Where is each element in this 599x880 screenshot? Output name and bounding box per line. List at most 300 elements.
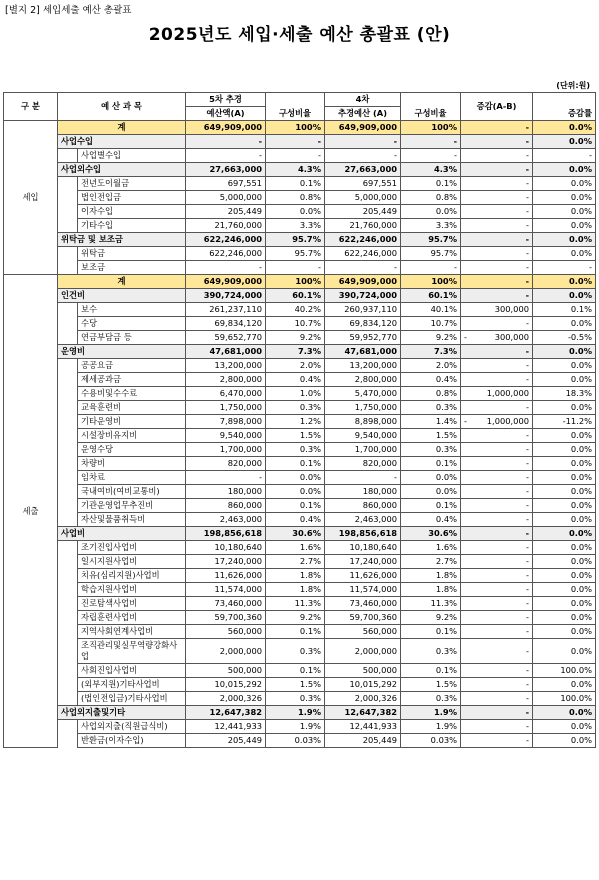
amount-b: 649,909,000 <box>325 275 401 289</box>
amount-b: 17,240,000 <box>325 555 401 569</box>
table-row <box>4 569 596 583</box>
amount-b: 622,246,000 <box>325 233 401 247</box>
ratio-b: 30.6% <box>401 527 461 541</box>
table-row <box>4 513 596 527</box>
diff-amount: - <box>461 720 533 734</box>
category-row <box>4 163 596 177</box>
diff-amount: - <box>461 289 533 303</box>
ratio-b: 7.3% <box>401 345 461 359</box>
header-diff-rate: 증감률 <box>533 93 596 121</box>
indent-cell <box>58 387 78 401</box>
diff-amount: - <box>461 163 533 177</box>
ratio-b: 0.4% <box>401 373 461 387</box>
diff-amount: - <box>461 443 533 457</box>
amount-a: 261,237,110 <box>186 303 266 317</box>
diff-amount: - <box>461 373 533 387</box>
amount-a: - <box>186 261 266 275</box>
item-label: 지역사회연계사업비 <box>78 625 186 639</box>
table-row <box>4 639 596 664</box>
table-row <box>4 499 596 513</box>
amount-b: 1,750,000 <box>325 401 401 415</box>
amount-b: 205,449 <box>325 205 401 219</box>
ratio-a: 60.1% <box>266 289 325 303</box>
item-label: 시설장비유지비 <box>78 429 186 443</box>
amount-a: 11,626,000 <box>186 569 266 583</box>
item-label: 반환금(이자수입) <box>78 734 186 748</box>
diff-amount: - <box>461 359 533 373</box>
amount-a: 59,652,770 <box>186 331 266 345</box>
diff-rate: 0.0% <box>533 429 596 443</box>
item-label: 사업비 <box>58 527 186 541</box>
ratio-b: 0.8% <box>401 191 461 205</box>
amount-b: - <box>325 135 401 149</box>
diff-rate: 0.0% <box>533 597 596 611</box>
item-label: 계 <box>58 121 186 135</box>
item-label: 보수 <box>78 303 186 317</box>
ratio-a: 10.7% <box>266 317 325 331</box>
header-section: 구 분 <box>4 93 58 121</box>
diff-amount: - <box>461 485 533 499</box>
amount-b: 180,000 <box>325 485 401 499</box>
item-label: 법인전입금 <box>78 191 186 205</box>
table-row <box>4 303 596 317</box>
item-label: 진로탐색사업비 <box>78 597 186 611</box>
diff-rate: 0.0% <box>533 541 596 555</box>
amount-a: 500,000 <box>186 664 266 678</box>
table-row <box>4 692 596 706</box>
ratio-b: 0.8% <box>401 387 461 401</box>
indent-cell <box>58 625 78 639</box>
indent-cell <box>58 261 78 275</box>
diff-amount: - <box>461 678 533 692</box>
ratio-a: 1.6% <box>266 541 325 555</box>
amount-b: 260,937,110 <box>325 303 401 317</box>
ratio-a: 30.6% <box>266 527 325 541</box>
diff-rate: 0.0% <box>533 345 596 359</box>
category-row <box>4 289 596 303</box>
table-row <box>4 457 596 471</box>
diff-amount: - <box>461 233 533 247</box>
amount-a: 560,000 <box>186 625 266 639</box>
total-row <box>4 275 596 289</box>
ratio-b: 1.9% <box>401 706 461 720</box>
diff-rate: 0.0% <box>533 720 596 734</box>
amount-b: 649,909,000 <box>325 121 401 135</box>
category-row <box>4 135 596 149</box>
ratio-a: 2.7% <box>266 555 325 569</box>
indent-cell <box>58 720 78 734</box>
amount-b: 21,760,000 <box>325 219 401 233</box>
diff-amount <box>461 415 533 429</box>
diff-rate: 0.0% <box>533 678 596 692</box>
item-label: 운영비 <box>58 345 186 359</box>
ratio-b: 0.03% <box>401 734 461 748</box>
indent-cell <box>58 664 78 678</box>
ratio-a: 1.8% <box>266 569 325 583</box>
diff-rate: 0.0% <box>533 163 596 177</box>
table-body <box>4 121 596 748</box>
amount-a: 820,000 <box>186 457 266 471</box>
indent-cell <box>58 471 78 485</box>
item-label: 임차료 <box>78 471 186 485</box>
ratio-b: 1.8% <box>401 583 461 597</box>
ratio-b: 1.5% <box>401 429 461 443</box>
amount-a: - <box>186 149 266 163</box>
amount-b: 820,000 <box>325 457 401 471</box>
header-item: 예 산 과 목 <box>58 93 186 121</box>
indent-cell <box>58 555 78 569</box>
item-label: 계 <box>58 275 186 289</box>
table-row <box>4 443 596 457</box>
diff-amount: 1,000,000 <box>461 387 533 401</box>
item-label: (외부지원)기타사업비 <box>78 678 186 692</box>
table-row <box>4 219 596 233</box>
indent-cell <box>58 177 78 191</box>
diff-rate: 100.0% <box>533 692 596 706</box>
ratio-a: 9.2% <box>266 611 325 625</box>
amount-a: 649,909,000 <box>186 121 266 135</box>
item-label: 인건비 <box>58 289 186 303</box>
ratio-b: 0.3% <box>401 639 461 664</box>
diff-rate: 0.0% <box>533 457 596 471</box>
indent-cell <box>58 429 78 443</box>
ratio-b: 11.3% <box>401 597 461 611</box>
ratio-b: 4.3% <box>401 163 461 177</box>
header-col-a: 예산액(A) <box>186 107 266 121</box>
table-row <box>4 401 596 415</box>
item-label: 조직관리및실무역량강화사업 <box>78 639 186 664</box>
ratio-a: 4.3% <box>266 163 325 177</box>
category-row <box>4 706 596 720</box>
amount-a: 12,647,382 <box>186 706 266 720</box>
indent-cell <box>58 734 78 748</box>
header-col-a-top: 5차 추경 <box>186 93 266 107</box>
ratio-a: 2.0% <box>266 359 325 373</box>
ratio-b: 0.1% <box>401 177 461 191</box>
amount-b: 8,898,000 <box>325 415 401 429</box>
budget-summary-table <box>3 92 596 748</box>
ratio-b: - <box>401 149 461 163</box>
amount-b: - <box>325 471 401 485</box>
diff-rate: 0.0% <box>533 317 596 331</box>
diff-rate: 0.0% <box>533 359 596 373</box>
diff-amount: - <box>461 513 533 527</box>
diff-amount: - <box>461 261 533 275</box>
amount-a: 622,246,000 <box>186 247 266 261</box>
amount-b: 9,540,000 <box>325 429 401 443</box>
amount-a: 860,000 <box>186 499 266 513</box>
item-label: 수용비및수수료 <box>78 387 186 401</box>
diff-amount: - <box>461 247 533 261</box>
diff-amount: - <box>461 499 533 513</box>
amount-a: 2,800,000 <box>186 373 266 387</box>
ratio-b: 0.1% <box>401 457 461 471</box>
total-row <box>4 121 596 135</box>
amount-a: 622,246,000 <box>186 233 266 247</box>
ratio-b: 0.1% <box>401 664 461 678</box>
diff-rate: 0.0% <box>533 219 596 233</box>
item-label: 기관운영업무추진비 <box>78 499 186 513</box>
diff-rate: 0.0% <box>533 443 596 457</box>
diff-amount: - <box>461 219 533 233</box>
amount-b: 11,626,000 <box>325 569 401 583</box>
item-label: 위탁금 <box>78 247 186 261</box>
ratio-a: 0.1% <box>266 457 325 471</box>
item-label: 위탁금 및 보조금 <box>58 233 186 247</box>
ratio-a: 100% <box>266 275 325 289</box>
diff-amount: - <box>461 177 533 191</box>
ratio-a: 95.7% <box>266 233 325 247</box>
table-row <box>4 359 596 373</box>
amount-b: 2,000,000 <box>325 639 401 664</box>
ratio-a: - <box>266 261 325 275</box>
ratio-a: 1.9% <box>266 720 325 734</box>
indent-cell <box>58 639 78 664</box>
ratio-a: 40.2% <box>266 303 325 317</box>
diff-value: 1,000,000 <box>486 416 530 426</box>
indent-cell <box>58 149 78 163</box>
diff-rate: 0.0% <box>533 706 596 720</box>
item-label: 공공요금 <box>78 359 186 373</box>
section-label: 세출 <box>4 275 58 748</box>
ratio-b: 1.8% <box>401 569 461 583</box>
category-row <box>4 527 596 541</box>
item-label: 사업외지출및기타 <box>58 706 186 720</box>
diff-amount: - <box>461 457 533 471</box>
diff-rate: 0.0% <box>533 191 596 205</box>
diff-rate: 0.0% <box>533 289 596 303</box>
ratio-b: 0.0% <box>401 485 461 499</box>
amount-b: 73,460,000 <box>325 597 401 611</box>
ratio-b: - <box>401 135 461 149</box>
amount-a: 2,463,000 <box>186 513 266 527</box>
item-label: 사업외수입 <box>58 163 186 177</box>
diff-rate: 0.0% <box>533 401 596 415</box>
item-label: 수당 <box>78 317 186 331</box>
amount-b: 59,700,360 <box>325 611 401 625</box>
ratio-b: 2.0% <box>401 359 461 373</box>
indent-cell <box>58 359 78 373</box>
ratio-a: 3.3% <box>266 219 325 233</box>
amount-a: 21,760,000 <box>186 219 266 233</box>
amount-a: 5,000,000 <box>186 191 266 205</box>
diff-amount: - <box>461 527 533 541</box>
table-row <box>4 664 596 678</box>
diff-rate: 18.3% <box>533 387 596 401</box>
ratio-a: 1.9% <box>266 706 325 720</box>
diff-amount: - <box>461 429 533 443</box>
amount-a: 27,663,000 <box>186 163 266 177</box>
item-label: 일시지원사업비 <box>78 555 186 569</box>
diff-amount <box>461 331 533 345</box>
indent-cell <box>58 373 78 387</box>
amount-b: 13,200,000 <box>325 359 401 373</box>
amount-b: 697,551 <box>325 177 401 191</box>
diff-amount: - <box>461 541 533 555</box>
item-label: 연금부담금 등 <box>78 331 186 345</box>
unit-label: (단위:원) <box>556 81 590 90</box>
amount-b: 2,000,326 <box>325 692 401 706</box>
ratio-a: 0.3% <box>266 639 325 664</box>
table-row <box>4 485 596 499</box>
diff-rate: 100.0% <box>533 664 596 678</box>
amount-b: 390,724,000 <box>325 289 401 303</box>
table-row <box>4 720 596 734</box>
item-label: 자산및물품취득비 <box>78 513 186 527</box>
header-diff: 증감(A-B) <box>461 93 533 121</box>
amount-a: 9,540,000 <box>186 429 266 443</box>
amount-b: - <box>325 261 401 275</box>
amount-b: 69,834,120 <box>325 317 401 331</box>
indent-cell <box>58 219 78 233</box>
table-row <box>4 597 596 611</box>
diff-rate: 0.0% <box>533 734 596 748</box>
indent-cell <box>58 692 78 706</box>
amount-b: 622,246,000 <box>325 247 401 261</box>
table-row <box>4 611 596 625</box>
amount-a: 2,000,000 <box>186 639 266 664</box>
diff-amount: - <box>461 597 533 611</box>
table-row <box>4 471 596 485</box>
diff-amount: - <box>461 191 533 205</box>
table-row <box>4 678 596 692</box>
ratio-b: 95.7% <box>401 247 461 261</box>
table-row <box>4 625 596 639</box>
ratio-b: 1.5% <box>401 678 461 692</box>
amount-a: 11,574,000 <box>186 583 266 597</box>
ratio-a: 7.3% <box>266 345 325 359</box>
amount-a: 1,700,000 <box>186 443 266 457</box>
table-row <box>4 205 596 219</box>
amount-b: - <box>325 149 401 163</box>
diff-amount: - <box>461 734 533 748</box>
ratio-a: 11.3% <box>266 597 325 611</box>
ratio-b: 100% <box>401 121 461 135</box>
indent-cell <box>58 401 78 415</box>
ratio-b: 9.2% <box>401 611 461 625</box>
amount-a: - <box>186 135 266 149</box>
amount-a: 1,750,000 <box>186 401 266 415</box>
indent-cell <box>58 499 78 513</box>
diff-amount: - <box>461 625 533 639</box>
table-row <box>4 177 596 191</box>
diff-rate: 0.0% <box>533 569 596 583</box>
diff-rate: 0.0% <box>533 121 596 135</box>
table-row <box>4 247 596 261</box>
ratio-b: - <box>401 261 461 275</box>
indent-cell <box>58 541 78 555</box>
amount-b: 11,574,000 <box>325 583 401 597</box>
amount-b: 5,000,000 <box>325 191 401 205</box>
item-label: 치유(심리지원)사업비 <box>78 569 186 583</box>
diff-rate: 0.0% <box>533 639 596 664</box>
indent-cell <box>58 678 78 692</box>
diff-rate: -11.2% <box>533 415 596 429</box>
diff-amount: - <box>461 583 533 597</box>
ratio-a: 0.03% <box>266 734 325 748</box>
table-row <box>4 541 596 555</box>
item-label: 조기진입사업비 <box>78 541 186 555</box>
ratio-a: 0.3% <box>266 692 325 706</box>
amount-b: 198,856,618 <box>325 527 401 541</box>
diff-rate: 0.0% <box>533 499 596 513</box>
ratio-a: 0.4% <box>266 513 325 527</box>
ratio-a: 1.0% <box>266 387 325 401</box>
category-row <box>4 345 596 359</box>
diff-amount: - <box>461 611 533 625</box>
indent-cell <box>58 485 78 499</box>
diff-amount: - <box>461 471 533 485</box>
diff-rate: 0.0% <box>533 233 596 247</box>
item-label: 이자수입 <box>78 205 186 219</box>
ratio-a: 0.1% <box>266 664 325 678</box>
amount-a: 205,449 <box>186 205 266 219</box>
header-col-b: 추경예산 (A) <box>325 107 401 121</box>
table-row <box>4 415 596 429</box>
amount-a: 17,240,000 <box>186 555 266 569</box>
diff-amount: - <box>461 692 533 706</box>
header-ratio-a: 구성비율 <box>266 93 325 121</box>
diff-amount: - <box>461 275 533 289</box>
amount-a: 10,015,292 <box>186 678 266 692</box>
ratio-a: 0.0% <box>266 471 325 485</box>
diff-rate: 0.0% <box>533 205 596 219</box>
amount-b: 12,647,382 <box>325 706 401 720</box>
ratio-a: - <box>266 149 325 163</box>
amount-b: 59,952,770 <box>325 331 401 345</box>
ratio-b: 0.3% <box>401 401 461 415</box>
diff-amount: - <box>461 664 533 678</box>
item-label: 차량비 <box>78 457 186 471</box>
ratio-b: 0.0% <box>401 471 461 485</box>
diff-amount: - <box>461 205 533 219</box>
item-label: 사업외지출(직원급식비) <box>78 720 186 734</box>
ratio-b: 9.2% <box>401 331 461 345</box>
amount-b: 5,470,000 <box>325 387 401 401</box>
indent-cell <box>58 513 78 527</box>
indent-cell <box>58 247 78 261</box>
section-label: 세입 <box>4 121 58 275</box>
ratio-b: 0.4% <box>401 513 461 527</box>
amount-b: 560,000 <box>325 625 401 639</box>
indent-cell <box>58 205 78 219</box>
item-label: 자립훈련사업비 <box>78 611 186 625</box>
diff-rate: 0.0% <box>533 527 596 541</box>
ratio-b: 10.7% <box>401 317 461 331</box>
negative-sign: - <box>464 332 468 342</box>
table-row <box>4 331 596 345</box>
table-row <box>4 429 596 443</box>
indent-cell <box>58 303 78 317</box>
category-row <box>4 233 596 247</box>
item-label: 운영수당 <box>78 443 186 457</box>
item-label: 학습지원사업비 <box>78 583 186 597</box>
ratio-a: 0.4% <box>266 373 325 387</box>
ratio-a: 95.7% <box>266 247 325 261</box>
indent-cell <box>58 317 78 331</box>
ratio-a: 1.8% <box>266 583 325 597</box>
diff-value: 300,000 <box>494 332 530 342</box>
ratio-a: 1.5% <box>266 429 325 443</box>
table-row <box>4 734 596 748</box>
indent-cell <box>58 415 78 429</box>
amount-a: 10,180,640 <box>186 541 266 555</box>
header-ratio-b: 구성비율 <box>401 93 461 121</box>
ratio-a: 9.2% <box>266 331 325 345</box>
diff-amount: - <box>461 135 533 149</box>
amount-b: 27,663,000 <box>325 163 401 177</box>
diff-rate: 0.0% <box>533 471 596 485</box>
